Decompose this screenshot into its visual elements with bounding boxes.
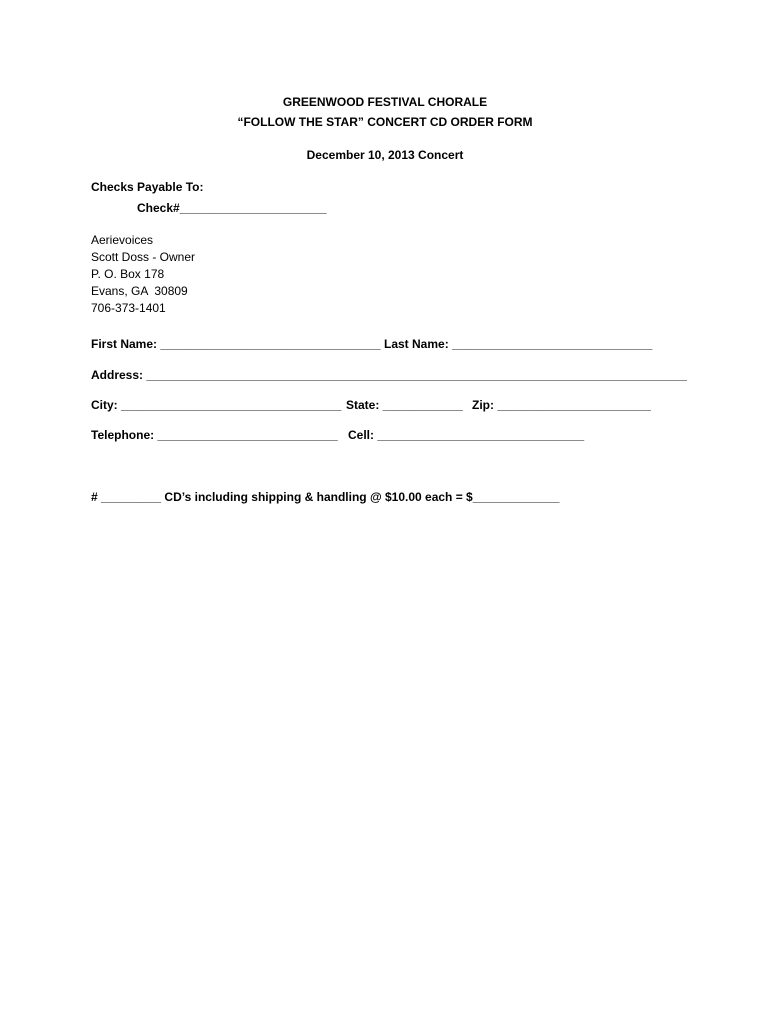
payee-city-state-zip: Evans, GA 30809: [91, 284, 188, 298]
cd-order-line[interactable]: # _________ CD’s including shipping & handling @ $10.00 each = $_____________: [91, 490, 560, 504]
payee-po-box: P. O. Box 178: [91, 267, 165, 281]
first-name-field[interactable]: First Name: _________________________________: [91, 337, 381, 351]
city-field[interactable]: City: _________________________________: [91, 398, 342, 412]
payee-phone: 706-373-1401: [91, 301, 166, 315]
checks-payable-heading: Checks Payable To:: [91, 180, 204, 194]
check-number-field[interactable]: Check#______________________: [137, 201, 327, 215]
zip-field[interactable]: Zip: _______________________: [472, 398, 651, 412]
org-title: GREENWOOD FESTIVAL CHORALE: [282, 95, 488, 109]
payee-name: Aerievoices: [91, 233, 154, 247]
last-name-field[interactable]: Last Name: ______________________________: [384, 337, 653, 351]
concert-date: December 10, 2013 Concert: [306, 148, 464, 162]
state-field[interactable]: State: ____________: [346, 398, 463, 412]
telephone-field[interactable]: Telephone: ___________________________: [91, 428, 338, 442]
payee-owner: Scott Doss - Owner: [91, 250, 196, 264]
address-field[interactable]: Address: _________________________________________________________________________________: [91, 368, 687, 382]
cell-field[interactable]: Cell: _______________________________: [348, 428, 585, 442]
form-title: “FOLLOW THE STAR” CONCERT CD ORDER FORM: [237, 115, 533, 129]
